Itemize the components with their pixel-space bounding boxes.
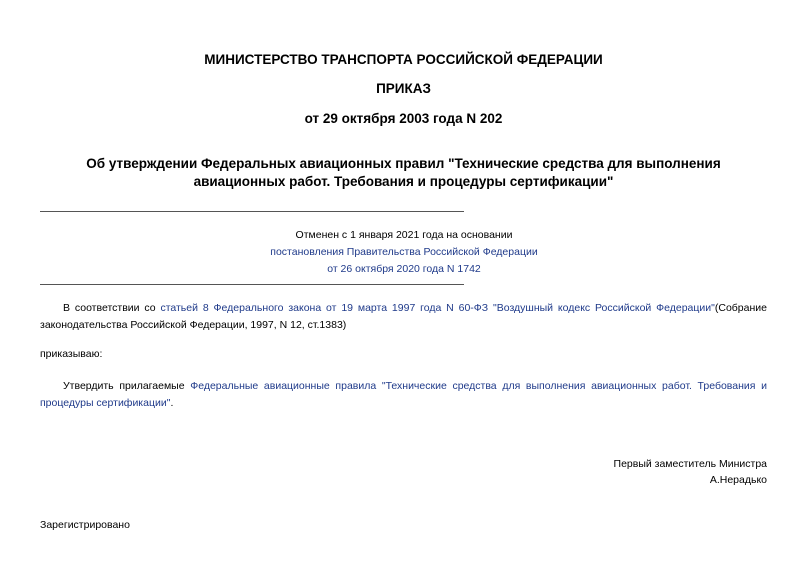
approve-paragraph	[40, 378, 767, 412]
repeal-note-text: Отменен с 1 января 2021 года на основании	[295, 229, 513, 241]
order-word: приказываю:	[40, 348, 103, 360]
ministry-heading: МИНИСТЕРСТВО ТРАНСПОРТА РОССИЙСКОЙ ФЕДЕРАЦИИ	[204, 52, 603, 67]
approve-suffix: .	[170, 397, 174, 409]
top-divider	[40, 211, 464, 212]
signer-name: А.Нерадько	[709, 474, 767, 486]
signer-position: Первый заместитель Министра	[613, 458, 767, 470]
approve-prefix: Утвердить прилагаемые	[63, 380, 191, 392]
registered-label: Зарегистрировано	[40, 519, 130, 531]
preamble-paragraph	[40, 300, 767, 334]
repeal-note	[140, 227, 668, 278]
preamble-prefix: В соответствии со	[63, 302, 161, 314]
repeal-decree-link[interactable]: постановления Правительства Российской Федерации	[270, 246, 538, 258]
aviation-rules-link[interactable]: Федеральные авиационные правила "Технические средства для выполнения авиационных работ. Требования и процедуры сертификации"	[40, 380, 767, 409]
bottom-divider	[40, 284, 464, 285]
air-code-law-link[interactable]: статьей 8 Федерального закона от 19 марта 1997 года N 60-ФЗ "Воздушный кодекс Российской Федерации"	[160, 302, 715, 314]
preamble-suffix: (Собрание законодательства Российской Федерации, 1997, N 12, ст.1383)	[40, 302, 767, 331]
document-title: Об утверждении Федеральных авиационных правил "Технические средства для выполнения авиационных работ. Требования и процедуры сертификации"	[86, 156, 721, 189]
date-number-heading: от 29 октября 2003 года N 202	[304, 111, 503, 126]
repeal-decree-date-link[interactable]: от 26 октября 2020 года N 1742	[327, 263, 481, 275]
signature-block	[467, 456, 767, 488]
doc-type-heading: ПРИКАЗ	[376, 81, 431, 96]
